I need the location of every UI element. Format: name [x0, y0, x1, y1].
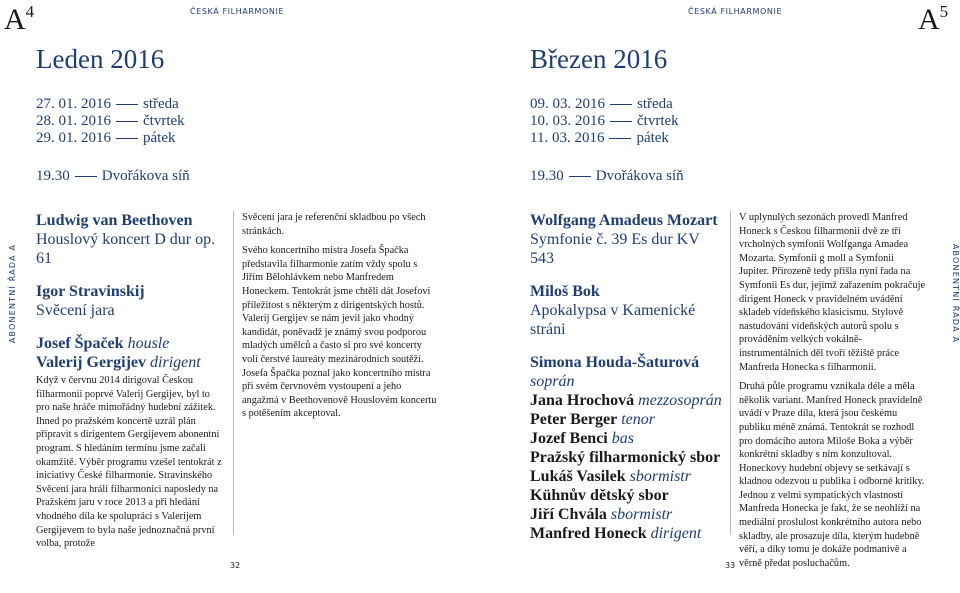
performer-name: Peter Berger — [530, 411, 618, 428]
paragraph: V uplynulých sezonách provedl Manfred Honeck s Českou filharmonií dvě ze tří vrcholných symfonií Wolfganga Amadea Mozarta. Symfonii g moll a Symfonii Jupiter. Přirozeně tedy přišla nyní řada na Symfonii Es dur, jejímž zařazením pokračuje dirigent Honeck v pravidelném uvádění skladeb vídeňského klasicismu. Stylově nastudování vídeňských autorů spolu s prováděním velkých vokálně-instrumentálních děl tvoří těžiště práce Manfreda Honecka s filharmonií. — [739, 212, 926, 373]
program-item — [36, 282, 226, 320]
performer-name: Josef Špaček — [36, 335, 124, 352]
weekday: čtvrtek — [637, 113, 679, 129]
performer — [530, 448, 725, 467]
date-row — [36, 130, 185, 147]
program-item — [530, 211, 725, 268]
performer — [530, 410, 725, 429]
program-right — [530, 211, 725, 543]
performer — [530, 505, 725, 524]
side-label-left: ABONENTNÍ ŘADA A — [8, 243, 18, 344]
page-letter-left-sup: 4 — [25, 2, 35, 21]
work: Svěcení jara — [36, 302, 115, 319]
performer-name: Manfred Honeck — [530, 525, 647, 542]
date-row — [36, 96, 185, 113]
program-left — [36, 211, 226, 386]
column-divider-right — [730, 211, 731, 535]
date-row — [36, 113, 185, 130]
program-item — [36, 211, 226, 268]
venue-right — [530, 168, 684, 185]
page-letter-right-main: A — [918, 3, 940, 36]
date-rule — [610, 104, 632, 105]
date: 29. 01. 2016 — [36, 130, 111, 146]
venue-place: Dvořákova síň — [101, 168, 190, 184]
performer-name: Simona Houda-Šaturová — [530, 354, 700, 371]
performer-role: bas — [611, 430, 634, 447]
performer — [36, 334, 226, 353]
weekday: čtvrtek — [143, 113, 185, 129]
weekday: středa — [143, 96, 179, 112]
page-letter-right — [918, 2, 949, 36]
performer — [530, 391, 725, 410]
page-letter-right-sup: 5 — [939, 2, 949, 21]
date-row — [530, 113, 679, 130]
performer-name: Valerij Gergijev — [36, 354, 147, 371]
paragraph: Když v červnu 2014 dirigoval Českou filharmonii poprvé Valerij Gergijev, byl to pro naše hráče mimořádný hudební zážitek. Ihned po pražském koncertě uzrál plán připravit s dirigentem Gergijevem abonentní program. S hledáním termínu jsme začali okamžitě. Výběr programu vzešel tentokrát z iniciativy České filharmonie. Stravinského Svěcení jara hráli filharmonici naposledy na Pražském jaru v roce 2013 a při hledání vhodného díla ke spolupráci s Valerijem Gergijevem to byla naše jednoznačná první volba, protože — [36, 375, 222, 550]
performer — [530, 467, 725, 486]
paragraph: Svého koncertního mistra Josefa Špačka představila filharmonie zatím vždy spolu s Jiřím Bělohlávkem nebo Manfredem Honeckem. Tentokrát jsme chtěli dát Josefovi příležitost s některým z dirigentských hostů. Valerij Gergijev se nám jevil jako vhodný kandidát, poněvadž je známý svou podporou mladých umělců a často si pro své koncerty volí čerstvé laureáty mezinárodních soutěží. Josefa Špačka poznal jako koncertního mistra při svém červnovém vystoupení a jeho angažmá v Beethovenově Houslovém koncertu s potěšením akceptoval. — [242, 245, 437, 420]
work: Apokalypsa v Kamenické stráni — [530, 302, 696, 338]
date: 28. 01. 2016 — [36, 113, 111, 129]
text-column-2-left — [242, 211, 438, 427]
side-label-right: ABONENTNÍ ŘADA A — [951, 243, 960, 344]
performers-right — [530, 353, 725, 543]
composer: Igor Stravinskij — [36, 283, 145, 300]
performer-role: mezzosoprán — [638, 392, 722, 409]
running-head-left: ČESKÁ FILHARMONIE — [190, 7, 285, 16]
performer-role: dirigent — [650, 525, 702, 542]
performer-role: soprán — [530, 373, 575, 390]
venue-rule — [75, 176, 97, 177]
text-column-right — [739, 211, 925, 576]
paragraph: Svěcení jara je referenční skladbou po všech stránkách. — [242, 212, 426, 237]
page-number-right: 33 — [725, 561, 736, 570]
weekday: středa — [637, 96, 673, 112]
performer-name: Jozef Benci — [530, 430, 608, 447]
performer-role: housle — [127, 335, 170, 352]
performer — [530, 353, 725, 391]
composer: Miloš Bok — [530, 283, 600, 300]
performer-name: Jiří Chvála — [530, 506, 607, 523]
performer — [530, 429, 725, 448]
date-rule — [609, 138, 631, 139]
month-title-right: Březen 2016 — [530, 44, 668, 74]
venue-rule — [569, 176, 591, 177]
date: 27. 01. 2016 — [36, 96, 111, 112]
performers-left — [36, 334, 226, 372]
date-rule — [116, 138, 138, 139]
weekday: pátek — [636, 130, 669, 146]
composer: Wolfgang Amadeus Mozart — [530, 212, 718, 229]
venue-time: 19.30 — [36, 168, 70, 184]
venue-place: Dvořákova síň — [595, 168, 684, 184]
performer — [530, 486, 725, 505]
date: 09. 03. 2016 — [530, 96, 605, 112]
performer-role: sbormistr — [610, 506, 673, 523]
text-column-1-left — [36, 374, 222, 557]
work: Symfonie č. 39 Es dur KV 543 — [530, 231, 700, 267]
venue-left — [36, 168, 190, 185]
composer: Ludwig van Beethoven — [36, 212, 193, 229]
venue-time: 19.30 — [530, 168, 564, 184]
program-item — [530, 282, 725, 339]
date-list-right — [530, 96, 679, 147]
running-head-right: ČESKÁ FILHARMONIE — [688, 7, 783, 16]
date: 11. 03. 2016 — [530, 130, 605, 146]
date-rule — [610, 121, 632, 122]
column-divider-left — [233, 211, 234, 535]
work: Houslový koncert D dur op. 61 — [36, 231, 216, 267]
page-letter-left — [4, 2, 35, 36]
performer-name: Pražský filharmonický sbor — [530, 449, 721, 466]
date-list-left — [36, 96, 185, 147]
month-title-left: Leden 2016 — [36, 44, 165, 74]
performer-role: dirigent — [150, 354, 201, 371]
date-row — [530, 130, 679, 147]
performer-name: Kühnův dětský sbor — [530, 487, 669, 504]
weekday: pátek — [143, 130, 176, 146]
performer-role: tenor — [621, 411, 655, 428]
date-rule — [116, 121, 138, 122]
page-number-left: 32 — [230, 561, 241, 570]
performer-role: sbormistr — [629, 468, 691, 485]
date-row — [530, 96, 679, 113]
performer-name: Jana Hrochová — [530, 392, 635, 409]
date: 10. 03. 2016 — [530, 113, 605, 129]
performer — [530, 524, 725, 543]
date-rule — [116, 104, 138, 105]
performer — [36, 353, 226, 372]
page-letter-left-main: A — [4, 3, 26, 36]
paragraph: Druhá půle programu vznikala déle a měla několik variant. Manfred Honeck pravidelně uvádí v Praze díla, která jsou českému publiku méně známá. Tentokrát se rozhodl pro domácího autora Miloše Boka a výběr konkrétní skladby s ním konzultoval. Honeckovy hudební objevy se setkávají s kladnou odezvou u publika i odborné kritiky. Jednou z velmi sympatických vlastností Manfreda Honecka je fakt, že se neohlíží na mediální proslulost konkrétního autora nebo skladby, ale prosazuje díla, kterým hudebně věří, a díky tomu je dokáže podmanivě a věrně předat posluchačům. — [739, 381, 925, 569]
performer-name: Lukáš Vasilek — [530, 468, 626, 485]
